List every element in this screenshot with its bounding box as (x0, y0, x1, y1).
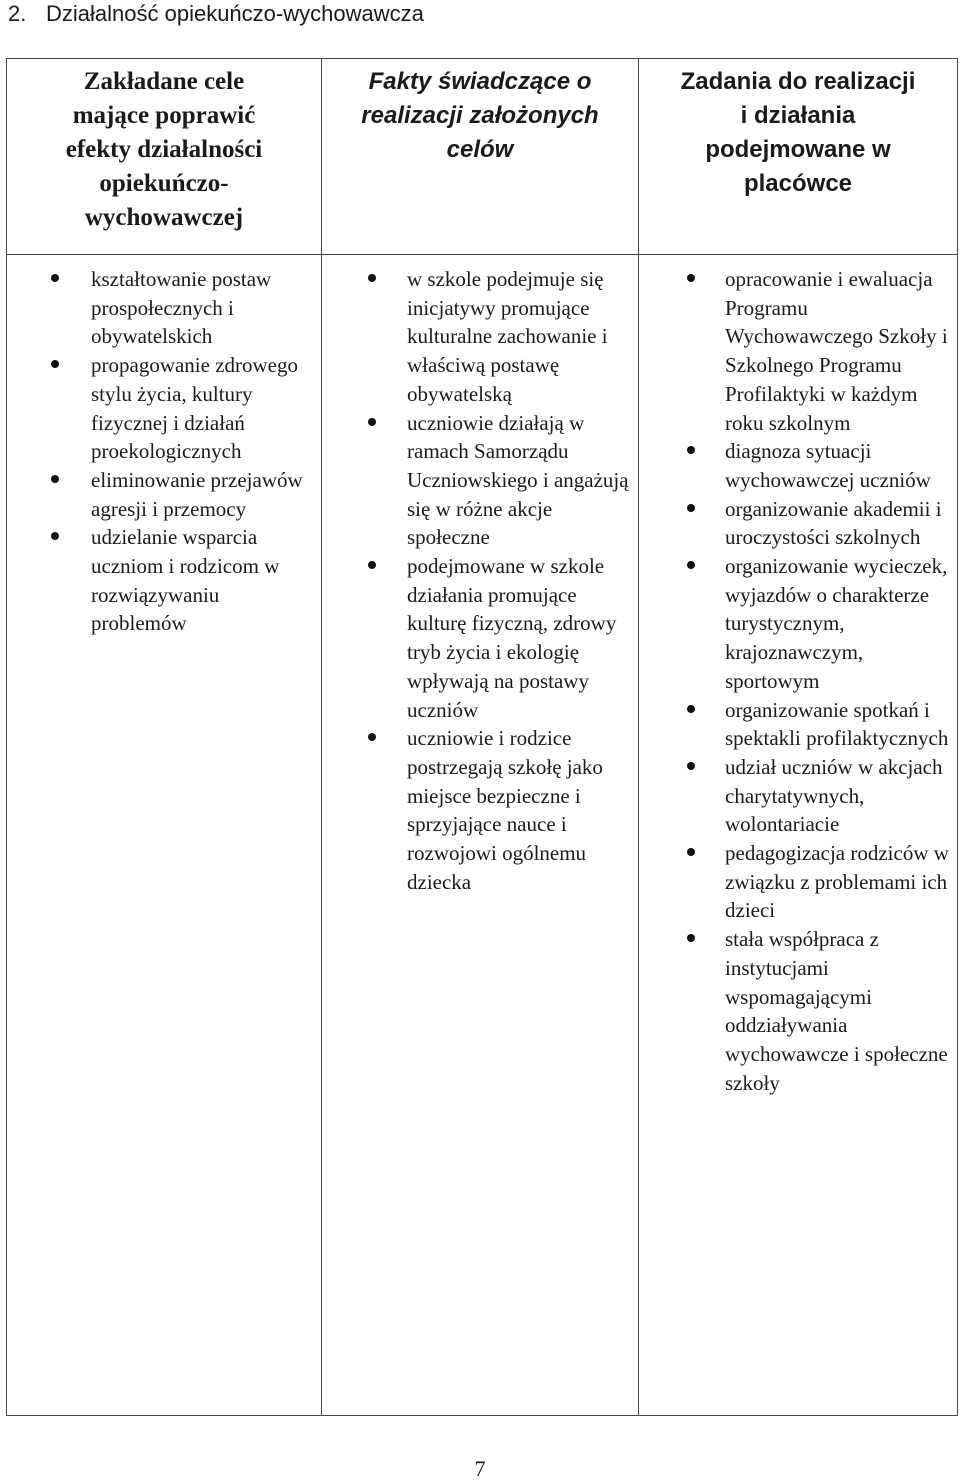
list-item-text: organizowanie akademii i uroczystości szkolnych (725, 496, 942, 550)
list-item-text: udział uczniów w akcjach charytatywnych, wolontariacie (725, 754, 943, 837)
list-item (7, 523, 315, 638)
list-item-text: uczniowie działają w ramach Samorządu Uczniowskiego i angażują się w różne akcje społeczne (407, 410, 629, 550)
bullet-icon (687, 762, 695, 770)
bullet-icon (368, 418, 376, 426)
bullet-icon (687, 705, 695, 713)
list-item-text: w szkole podejmuje się inicjatywy promujące kulturalne zachowanie i właściwą postawę obywatelską (407, 267, 608, 406)
list-item (322, 552, 632, 724)
header-tasks (639, 59, 958, 255)
list-item (7, 466, 315, 523)
list-item-text: pedagogizacja rodziców w związku z problemami ich dzieci (725, 841, 949, 923)
goals-list (7, 255, 321, 638)
list-item-text: udzielanie wsparcia uczniom i rodzicom w rozwiązywaniu problemów (91, 525, 280, 636)
list-item (7, 351, 315, 466)
section-heading (0, 0, 424, 28)
table-body-row (7, 255, 958, 1416)
bullet-icon (687, 504, 695, 512)
bullet-icon (687, 934, 695, 942)
list-item-text: organizowanie spotkań i spektakli profilaktycznych (725, 697, 949, 751)
list-item (322, 265, 632, 409)
facts-cell (322, 255, 639, 1416)
list-item-text: eliminowanie przejawów agresji i przemocy (91, 467, 303, 521)
header-facts-text: Fakty świadczące o realizacji założonych celów (361, 68, 599, 163)
bullet-icon (51, 274, 59, 282)
list-item-text: kształtowanie postaw prospołecznych i obywatelskich (91, 267, 272, 349)
bullet-icon (687, 274, 695, 282)
list-item-text: uczniowie i rodzice postrzegają szkołę jako miejsce bezpieczne i sprzyjające nauce i rozwojowi ogólnemu dziecka (407, 726, 603, 894)
list-item-text: podejmowane w szkole działania promujące kulturę fizyczną, zdrowy tryb życia i ekologię wpływają na postawy uczniów (407, 554, 617, 722)
bullet-icon (687, 446, 695, 454)
header-goals-text: Zakładane cele mające poprawić efekty działalności opiekuńczo-wychowawczej (65, 68, 263, 231)
list-item-text: diagnoza sytuacji wychowawczej uczniów (725, 439, 931, 492)
bullet-icon (51, 475, 59, 483)
section-title: Działalność opiekuńczo-wychowawcza (46, 1, 424, 26)
list-item-text: opracowanie i ewaluacja Programu Wychowawczego Szkoły i Szkolnego Programu Profilaktyki w każdym roku szkolnym (725, 267, 948, 435)
tasks-cell (639, 255, 958, 1416)
list-item (639, 753, 951, 839)
list-item (7, 265, 315, 351)
list-item (639, 265, 951, 437)
list-item (639, 839, 951, 925)
page-number: 7 (474, 1456, 486, 1481)
list-item (639, 925, 951, 1097)
list-item (322, 409, 632, 553)
table-header-row (7, 59, 958, 255)
list-item (639, 552, 951, 696)
bullet-icon (687, 848, 695, 856)
bullet-icon (51, 360, 59, 368)
header-tasks-text: Zadania do realizacji i działania podejmowane w placówce (680, 68, 916, 197)
tasks-list (639, 255, 957, 1097)
bullet-icon (51, 532, 59, 540)
facts-list (322, 255, 638, 896)
list-item-text: propagowanie zdrowego stylu życia, kultury fizycznej i działań proekologicznych (91, 353, 299, 464)
bullet-icon (368, 561, 376, 569)
list-item (639, 696, 951, 753)
list-item-text: stała współpraca z instytucjami wspomagającymi oddziaływania wychowawcze i społeczne szkoły (725, 927, 948, 1095)
goals-table (6, 58, 958, 1416)
bullet-icon (687, 561, 695, 569)
bullet-icon (368, 274, 376, 282)
bullet-icon (368, 733, 376, 741)
section-number: 2. (8, 1, 27, 26)
list-item-text: organizowanie wycieczek, wyjazdów o charakterze turystycznym, krajoznawczym, sportowym (725, 554, 948, 693)
list-item (639, 495, 951, 552)
header-facts (322, 59, 639, 255)
goals-cell (7, 255, 322, 1416)
header-goals (7, 59, 322, 255)
list-item (322, 724, 632, 896)
list-item (639, 437, 951, 494)
